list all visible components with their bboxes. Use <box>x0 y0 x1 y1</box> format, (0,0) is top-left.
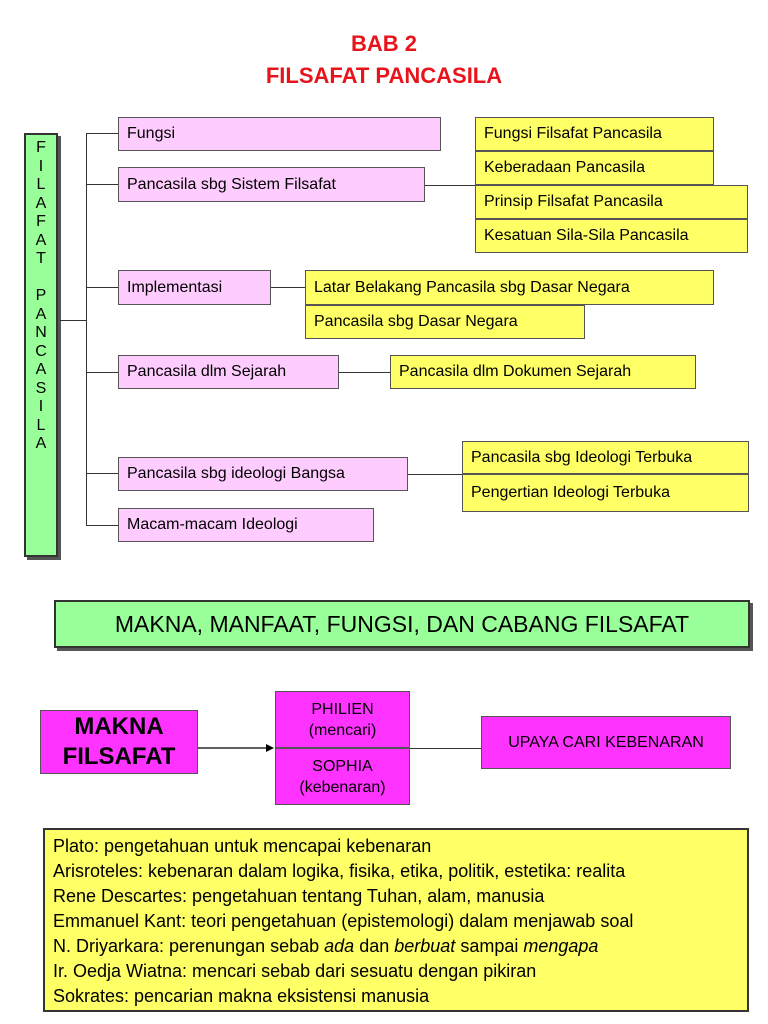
side-label-filafat-pancasila <box>24 133 58 557</box>
connector-trunk <box>86 133 87 525</box>
subtopic-keberadaan: Keberadaan Pancasila <box>475 151 714 185</box>
connector-line <box>408 474 462 475</box>
side-letter: S <box>35 379 47 397</box>
side-letter: C <box>35 342 47 360</box>
side-letter: T <box>36 250 46 267</box>
side-letter: L <box>36 416 46 434</box>
connector-line <box>410 748 481 749</box>
side-letter: L <box>36 176 46 193</box>
philien-box <box>275 691 410 748</box>
sophia-meaning: (kebenaran) <box>299 778 386 796</box>
definition-driyarkara <box>53 934 739 959</box>
makna-line1: MAKNA <box>74 713 164 740</box>
driyarkara-sampai: sampai <box>455 936 524 956</box>
connector-line <box>86 184 118 185</box>
subtopic-fungsi-filsafat: Fungsi Filsafat Pancasila <box>475 117 714 151</box>
definition-wiatna: Ir. Oedja Wiatna: mencari sebab dari sesuatu dengan pikiran <box>53 961 537 981</box>
side-letter: F <box>36 139 46 156</box>
driyarkara-mengapa: mengapa <box>523 936 599 956</box>
definition-plato: Plato: pengetahuan untuk mencapai kebenaran <box>53 836 432 856</box>
chapter-heading: BAB 2 <box>350 31 417 56</box>
connector-line <box>86 525 118 526</box>
side-letter: A <box>35 194 47 212</box>
sophia-box <box>275 748 410 805</box>
connector-line <box>339 372 390 373</box>
subtopic-latar-belakang: Latar Belakang Pancasila sbg Dasar Negara <box>305 270 714 305</box>
makna-line2: FILSAFAT <box>62 743 176 770</box>
side-letter: A <box>35 231 47 249</box>
side-letter: I <box>38 157 44 175</box>
connector-line <box>60 320 86 321</box>
definitions-box <box>43 828 749 1012</box>
topic-sejarah: Pancasila dlm Sejarah <box>118 355 339 389</box>
connector-line <box>86 372 118 373</box>
topic-ideologi-bangsa: Pancasila sbg ideologi Bangsa <box>118 457 408 491</box>
driyarkara-berbuat: berbuat <box>394 936 456 956</box>
subtopic-pengertian-ideologi: Pengertian Ideologi Terbuka <box>462 474 749 512</box>
side-letter: A <box>35 361 47 378</box>
connector-line <box>86 473 118 474</box>
driyarkara-prefix: N. Driyarkara: perenungan sebab <box>53 936 325 956</box>
page-title: FILSAFAT PANCASILA <box>265 63 503 88</box>
subtopic-dasar-negara: Pancasila sbg Dasar Negara <box>305 305 585 339</box>
side-letter: F <box>36 213 46 230</box>
subtopic-kesatuan-sila: Kesatuan Sila-Sila Pancasila <box>475 219 748 253</box>
subtopic-ideologi-terbuka: Pancasila sbg Ideologi Terbuka <box>462 441 749 474</box>
side-letter: N <box>35 324 47 341</box>
makna-filsafat-box <box>40 710 198 774</box>
result-box: UPAYA CARI KEBENARAN <box>481 716 731 769</box>
connector-line <box>271 287 305 288</box>
driyarkara-ada: ada <box>324 936 355 956</box>
side-letter: A <box>35 305 47 323</box>
connector-line <box>86 133 118 134</box>
subtopic-prinsip: Prinsip Filsafat Pancasila <box>475 185 748 219</box>
connector-line <box>425 185 475 186</box>
side-letter: P <box>35 287 47 304</box>
side-letter: I <box>38 398 44 415</box>
philien-meaning: (mencari) <box>308 721 377 739</box>
topic-macam-ideologi: Macam-macam Ideologi <box>118 508 374 542</box>
definition-kant: Emmanuel Kant: teori pengetahuan (epistemologi) dalam menjawab soal <box>53 911 634 931</box>
definition-aristoteles: Arisroteles: kebenaran dalam logika, fisika, etika, politik, estetika: realita <box>53 861 626 881</box>
subtopic-dokumen-sejarah: Pancasila dlm Dokumen Sejarah <box>390 355 696 389</box>
side-letter: A <box>35 435 47 452</box>
connector-line <box>86 287 118 288</box>
sophia-word: SOPHIA <box>312 757 373 775</box>
section-banner: MAKNA, MANFAAT, FUNGSI, DAN CABANG FILSAFAT <box>54 600 750 648</box>
topic-sistem-filsafat: Pancasila sbg Sistem Filsafat <box>118 167 425 202</box>
arrow-connector <box>198 740 278 756</box>
driyarkara-dan: dan <box>354 936 395 956</box>
definition-descartes: Rene Descartes: pengetahuan tentang Tuhan, alam, manusia <box>53 886 545 906</box>
definition-sokrates: Sokrates: pencarian makna eksistensi manusia <box>53 986 430 1006</box>
topic-fungsi: Fungsi <box>118 117 441 151</box>
topic-implementasi: Implementasi <box>118 270 271 305</box>
philien-word: PHILIEN <box>311 700 374 718</box>
